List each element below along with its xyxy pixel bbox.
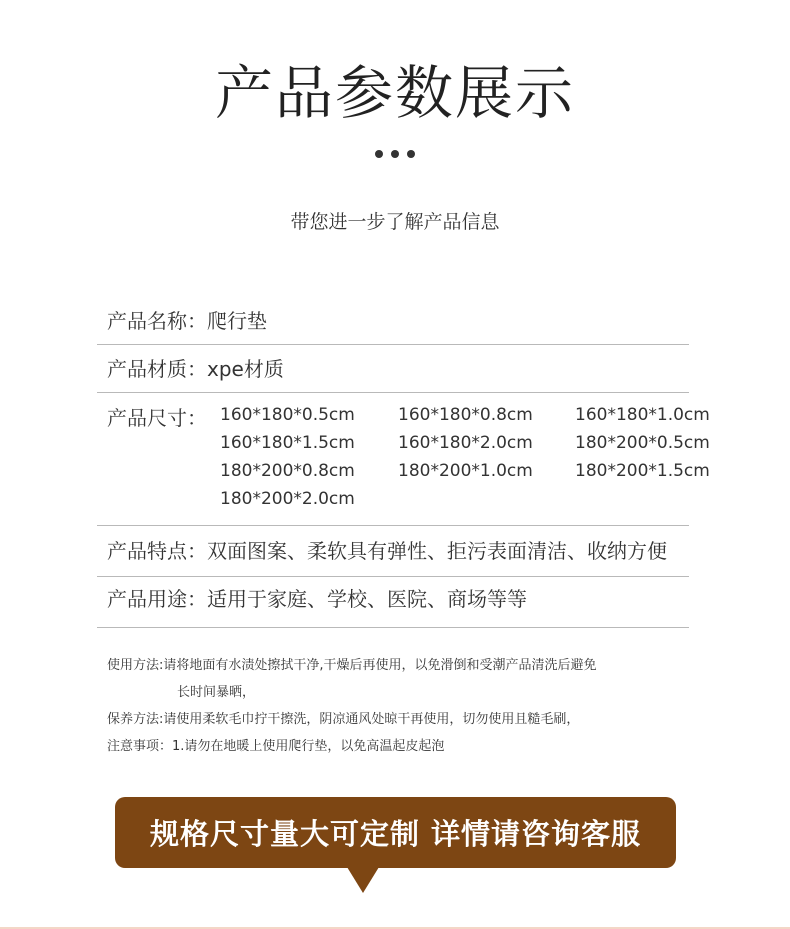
spec-row-name — [97, 305, 689, 345]
note-usage-method: 使用方法:请将地面有水渍处擦拭干净,干燥后再使用，以免滑倒和受潮产品清洗后避免 — [107, 658, 597, 673]
spec-row-material — [97, 353, 689, 393]
spec-row-usage — [97, 583, 689, 628]
size-item: 160*180*1.5cm — [220, 433, 355, 453]
spec-row-feature — [97, 535, 689, 577]
note-caution: 注意事项：1.请勿在地暖上使用爬行垫，以免高温起皮起泡 — [107, 739, 445, 754]
banner-pointer-icon — [347, 867, 379, 893]
banner-text: 规格尺寸量大可定制 详情请咨询客服 — [149, 817, 642, 851]
size-item: 180*200*2.0cm — [220, 489, 355, 509]
spec-value-usage: 适用于家庭、学校、医院、商场等等 — [207, 587, 527, 611]
dot-icon — [375, 150, 383, 158]
page-subtitle: 带您进一步了解产品信息 — [290, 211, 500, 233]
customization-banner — [115, 797, 676, 868]
spec-label-name: 产品名称： — [107, 309, 207, 333]
spec-value-name: 爬行垫 — [207, 309, 267, 333]
size-item: 160*180*2.0cm — [398, 433, 533, 453]
size-item: 160*180*1.0cm — [575, 405, 710, 425]
spec-value-feature: 双面图案、柔软具有弹性、拒污表面清洁、收纳方便 — [207, 539, 667, 563]
size-item: 180*200*0.8cm — [220, 461, 355, 481]
page-title: 产品参数展示 — [214, 59, 575, 127]
size-item: 160*180*0.5cm — [220, 405, 355, 425]
size-item: 180*200*1.0cm — [398, 461, 533, 481]
dots-divider — [0, 150, 790, 158]
spec-label-feature: 产品特点： — [107, 539, 207, 563]
notes-section — [107, 652, 687, 760]
size-item: 180*200*1.5cm — [575, 461, 710, 481]
note-care-method: 保养方法:请使用柔软毛巾拧干擦洗，阴凉通风处晾干再使用，切勿使用且糙毛刷， — [107, 712, 580, 727]
dot-icon — [407, 150, 415, 158]
dot-icon — [391, 150, 399, 158]
size-item: 180*200*0.5cm — [575, 433, 710, 453]
note-usage-method-cont: 长时间暴晒， — [177, 685, 256, 700]
spec-label-size: 产品尺寸： — [107, 406, 207, 430]
spec-label-material: 产品材质： — [107, 357, 207, 381]
size-item: 160*180*0.8cm — [398, 405, 533, 425]
size-list — [220, 404, 735, 510]
spec-label-usage: 产品用途： — [107, 587, 207, 611]
spec-row-size — [97, 402, 710, 526]
spec-value-material: xpe材质 — [207, 357, 284, 381]
